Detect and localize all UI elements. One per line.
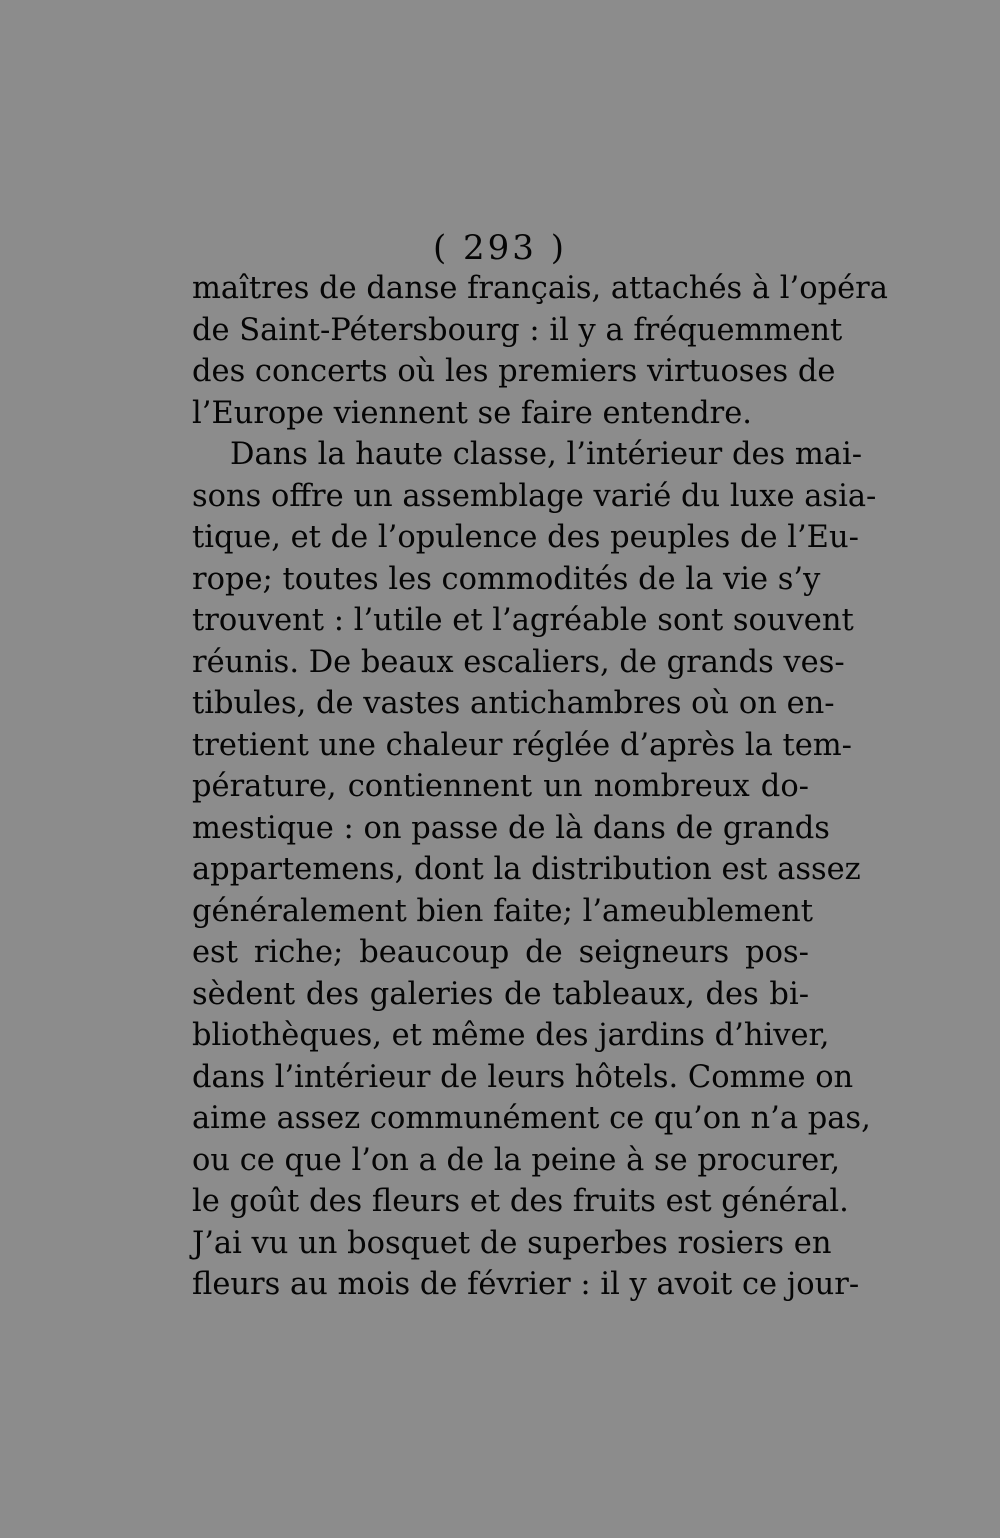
text-line: appartemens, dont la distribution est assez bbox=[192, 852, 861, 887]
text-line: généralement bien faite; l’ameublement bbox=[192, 893, 814, 929]
paragraph-first-line: Dans la haute classe, l’intérieur des mai- bbox=[230, 437, 863, 472]
text-line: tique, et de l’opulence des peuples de l’Eu- bbox=[192, 520, 859, 555]
text-line: réunis. De beaux escaliers, de grands ves- bbox=[192, 644, 845, 680]
text-line: dans l’intérieur de leurs hôtels. Comme on bbox=[192, 1059, 854, 1095]
text-line: sèdent des galeries de tableaux, des bi- bbox=[192, 976, 809, 1012]
text-line: pérature, contiennent un nombreux do- bbox=[192, 769, 809, 804]
page-number: ( 293 ) bbox=[432, 228, 568, 268]
text-line: mestique : on passe de là dans de grands bbox=[192, 810, 830, 846]
text-line: rope; toutes les commodités de la vie s’y bbox=[192, 561, 821, 597]
text-line: J’ai vu un bosquet de superbes rosiers en bbox=[192, 1225, 832, 1261]
text-line: trouvent : l’utile et l’agréable sont souvent bbox=[192, 603, 854, 638]
text-line: des concerts où les premiers virtuoses de bbox=[192, 354, 836, 389]
text-line: sons offre un assemblage varié du luxe asia- bbox=[192, 478, 877, 514]
text-line: bliothèques, et même des jardins d’hiver, bbox=[192, 1018, 830, 1053]
text-line: tretient une chaleur réglée d’après la tem- bbox=[192, 727, 852, 763]
text-line: ou ce que l’on a de la peine à se procurer, bbox=[192, 1142, 841, 1178]
text-line: le goût des fleurs et des fruits est général. bbox=[192, 1184, 849, 1219]
text-line: de Saint-Pétersbourg : il y a fréquemment bbox=[192, 312, 843, 348]
text-line: aime assez communément ce qu’on n’a pas, bbox=[192, 1101, 871, 1136]
body-text bbox=[192, 268, 888, 1306]
text-line: tibules, de vastes antichambres où on en- bbox=[192, 686, 835, 721]
text-line: l’Europe viennent se faire entendre. bbox=[192, 395, 752, 431]
text-line: fleurs au mois de février : il y avoit ce jour- bbox=[192, 1267, 860, 1302]
text-line: est riche; beaucoup de seigneurs pos- bbox=[192, 935, 809, 970]
text-line: maîtres de danse français, attachés à l’opéra bbox=[192, 271, 888, 306]
